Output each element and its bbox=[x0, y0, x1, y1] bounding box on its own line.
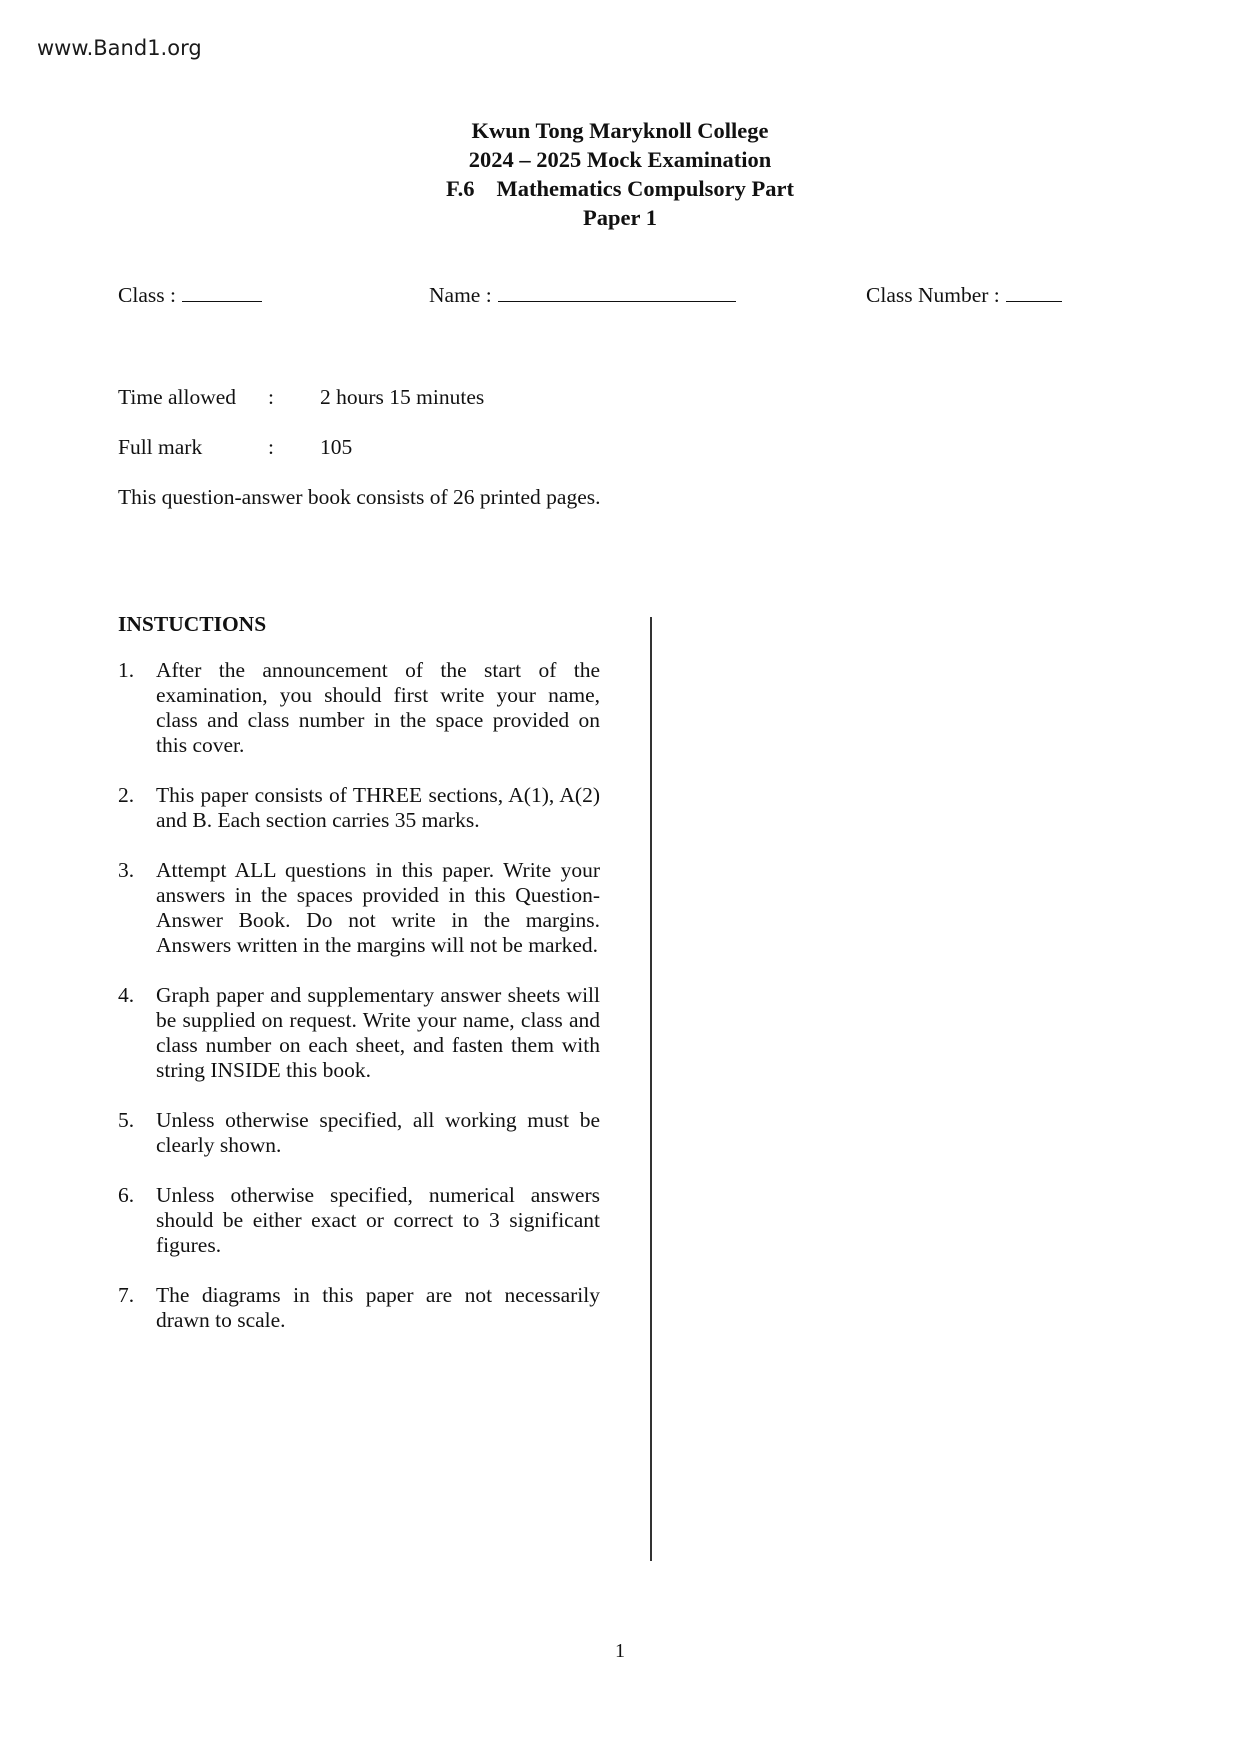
exam-header bbox=[0, 116, 1240, 232]
instruction-item: 5. Unless otherwise specified, all working must be clearly shown. bbox=[118, 1108, 600, 1157]
instruction-item: 7. The diagrams in this paper are not necessarily drawn to scale. bbox=[118, 1283, 600, 1332]
exam-title: 2024 – 2025 Mock Examination bbox=[468, 147, 772, 172]
instruction-item: 3. Attempt ALL questions in this paper. Write your answers in the spaces provided in this Question-Answer Book. Do not write in the margins. Answers written in the margins will not be marked. bbox=[118, 858, 600, 957]
class-label: Class : bbox=[118, 283, 176, 307]
watermark-url: www.Band1.org bbox=[37, 36, 202, 60]
instruction-item: 1. After the announcement of the start of the examination, you should first write your name, class and class number in the space provided on this cover. bbox=[118, 658, 600, 757]
class-number-field bbox=[866, 281, 1062, 308]
class-number-label: Class Number : bbox=[866, 283, 1000, 307]
subject-line bbox=[0, 174, 1240, 203]
name-label: Name : bbox=[429, 283, 492, 307]
school-name: Kwun Tong Maryknoll College bbox=[471, 118, 769, 143]
mark-colon: : bbox=[268, 435, 274, 459]
name-blank[interactable] bbox=[498, 281, 736, 302]
class-field bbox=[118, 281, 262, 308]
time-label: Time allowed bbox=[118, 385, 237, 409]
time-value: 2 hours 15 minutes bbox=[320, 385, 485, 409]
instruction-item: 4. Graph paper and supplementary answer sheets will be supplied on request. Write your name, class and class number on each sheet, and fasten them with string INSIDE this book. bbox=[118, 983, 600, 1082]
mark-label: Full mark bbox=[118, 435, 203, 459]
form-level: F.6 bbox=[445, 176, 475, 201]
instructions-section bbox=[118, 612, 600, 1358]
class-blank[interactable] bbox=[182, 281, 262, 302]
mark-value: 105 bbox=[320, 435, 353, 459]
paper-number: Paper 1 bbox=[583, 205, 657, 230]
time-colon: : bbox=[268, 385, 274, 409]
instruction-item: 6. Unless otherwise specified, numerical answers should be either exact or correct to 3 significant figures. bbox=[118, 1183, 600, 1257]
instruction-item: 2. This paper consists of THREE sections, A(1), A(2) and B. Each section carries 35 marks. bbox=[118, 783, 600, 832]
class-number-blank[interactable] bbox=[1006, 281, 1062, 302]
vertical-divider bbox=[650, 617, 652, 1561]
page-number: 1 bbox=[615, 1640, 625, 1662]
name-field bbox=[429, 281, 736, 308]
subject-name: Mathematics Compulsory Part bbox=[496, 176, 794, 201]
instructions-title: INSTUCTIONS bbox=[118, 612, 267, 636]
